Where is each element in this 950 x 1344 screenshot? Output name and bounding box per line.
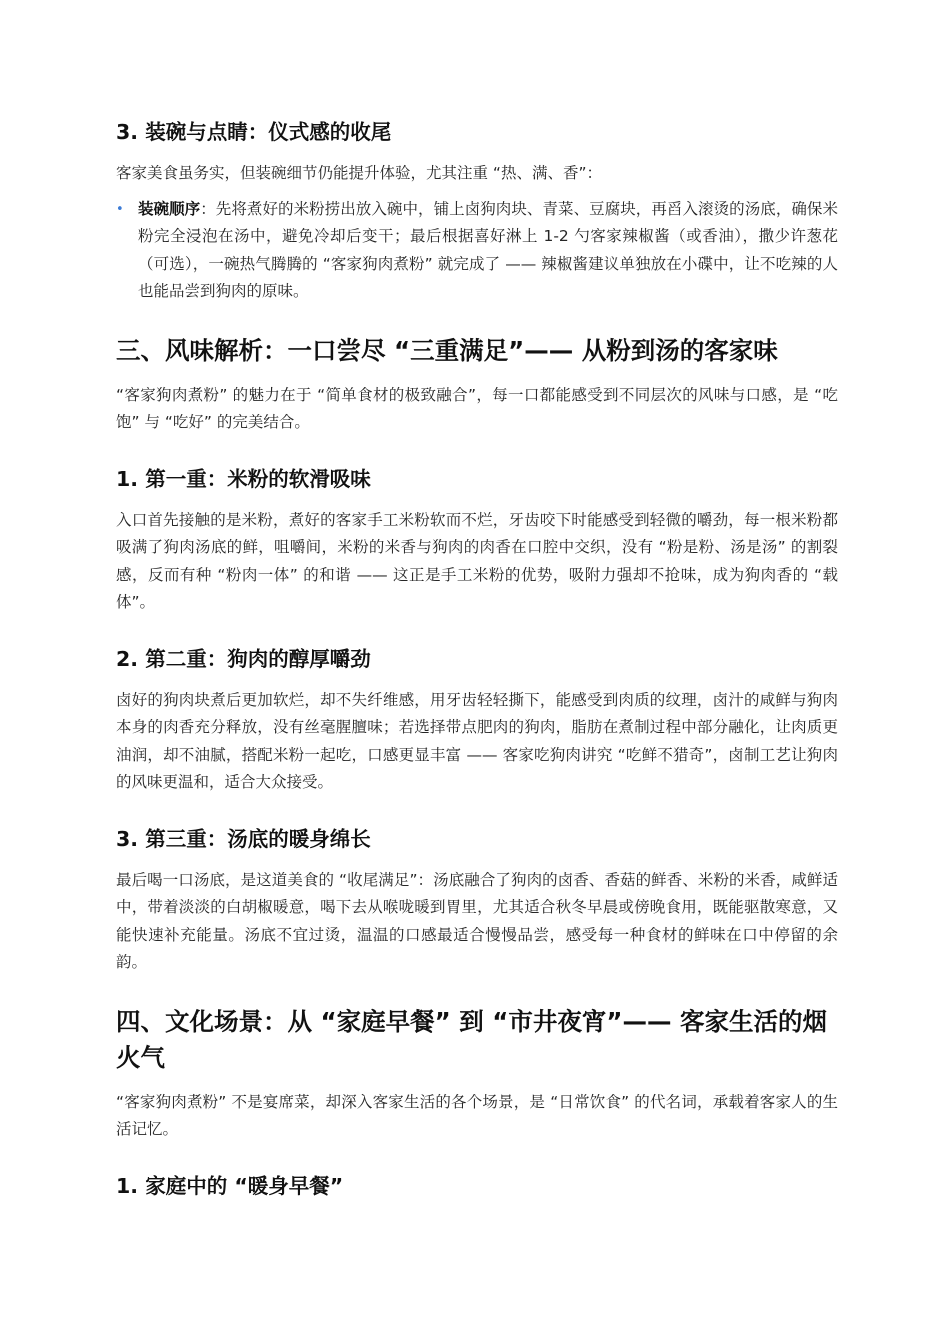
paragraph-second-layer: 卤好的狗肉块煮后更加软烂，却不失纤维感，用牙齿轻轻撕下，能感受到肉质的纹理，卤汁的咸鲜与狗肉本身的肉香充分释放，没有丝毫腥膻味；若选择带点肥肉的狗肉，脂肪在煮制过程中部分融化，让肉质更油润，却不油腻，搭配米粉一起吃，口感更显丰富 —— 客家吃狗肉讲究 “吃鲜不猎奇”，卤制工艺让狗肉的风味更温和，适合大众接受。	[116, 690, 838, 791]
heading-section-four: 四、文化场景：从 “家庭早餐” 到 “市井夜宵”—— 客家生活的烟火气	[116, 1006, 828, 1072]
list-item-bowl-order	[116, 196, 838, 306]
document-page	[116, 110, 838, 1201]
bullet-paragraph	[138, 196, 838, 306]
bullet-label: 装碗顺序	[138, 199, 201, 218]
paragraph-third-layer: 最后喝一口汤底，是这道美食的 “收尾满足”：汤底融合了狗肉的卤香、香菇的鲜香、米粉的米香，咸鲜适中，带着淡淡的白胡椒暖意，喝下去从喉咙暖到胃里，尤其适合秋冬早晨或傍晚食用，既能驱散寒意，又能快速补充能量。汤底不宜过烫，温温的口感最适合慢慢品尝，感受每一种食材的鲜味在口中停留的余韵。	[116, 870, 838, 971]
heading-3-3-bowl: 3. 装碗与点睛：仪式感的收尾	[116, 120, 392, 144]
paragraph-section-three-intro: “客家狗肉煮粉” 的魅力在于 “简单食材的极致融合”，每一口都能感受到不同层次的风味与口感，是 “吃饱” 与 “吃好” 的完美结合。	[116, 385, 838, 431]
paragraph-section-four-intro: “客家狗肉煮粉” 不是宴席菜，却深入客家生活的各个场景，是 “日常饮食” 的代名词，承载着客家人的生活记忆。	[116, 1092, 838, 1138]
heading-third-layer: 3. 第三重：汤底的暖身绵长	[116, 826, 371, 851]
bullet-dot-icon: •	[116, 201, 124, 217]
heading-family-breakfast: 1. 家庭中的 “暖身早餐”	[116, 1173, 344, 1198]
heading-section-three: 三、风味解析：一口尝尽 “三重满足”—— 从粉到汤的客家味	[116, 335, 778, 365]
paragraph-first-layer: 入口首先接触的是米粉，煮好的客家手工米粉软而不烂，牙齿咬下时能感受到轻微的嚼劲，每一根米粉都吸满了狗肉汤底的鲜，咀嚼间，米粉的米香与狗肉的肉香在口腔中交织，没有 “粉是粉、汤是汤” 的割裂感，反而有种 “粉肉一体” 的和谐 —— 这正是手工米粉的优势，吸附力强却不抢味，成为狗肉香的 “载体”。	[116, 510, 838, 611]
bullet-text: ：先将煮好的米粉捞出放入碗中，铺上卤狗肉块、青菜、豆腐块，再舀入滚烫的汤底，确保米粉完全浸泡在汤中，避免冷却后变干；最后根据喜好淋上 1-2 勺客家辣椒酱（或香油），撒少许葱花（可选），一碗热气腾腾的 “客家狗肉煮粉” 就完成了 —— 辣椒酱建议单独放在小碟中，让不吃辣的人也能品尝到狗肉的原味。	[138, 199, 838, 300]
heading-second-layer: 2. 第二重：狗肉的醇厚嚼劲	[116, 646, 371, 671]
paragraph-bowl-intro: 客家美食虽务实，但装碗细节仍能提升体验，尤其注重 “热、满、香”：	[116, 164, 602, 182]
heading-first-layer: 1. 第一重：米粉的软滑吸味	[116, 466, 371, 491]
